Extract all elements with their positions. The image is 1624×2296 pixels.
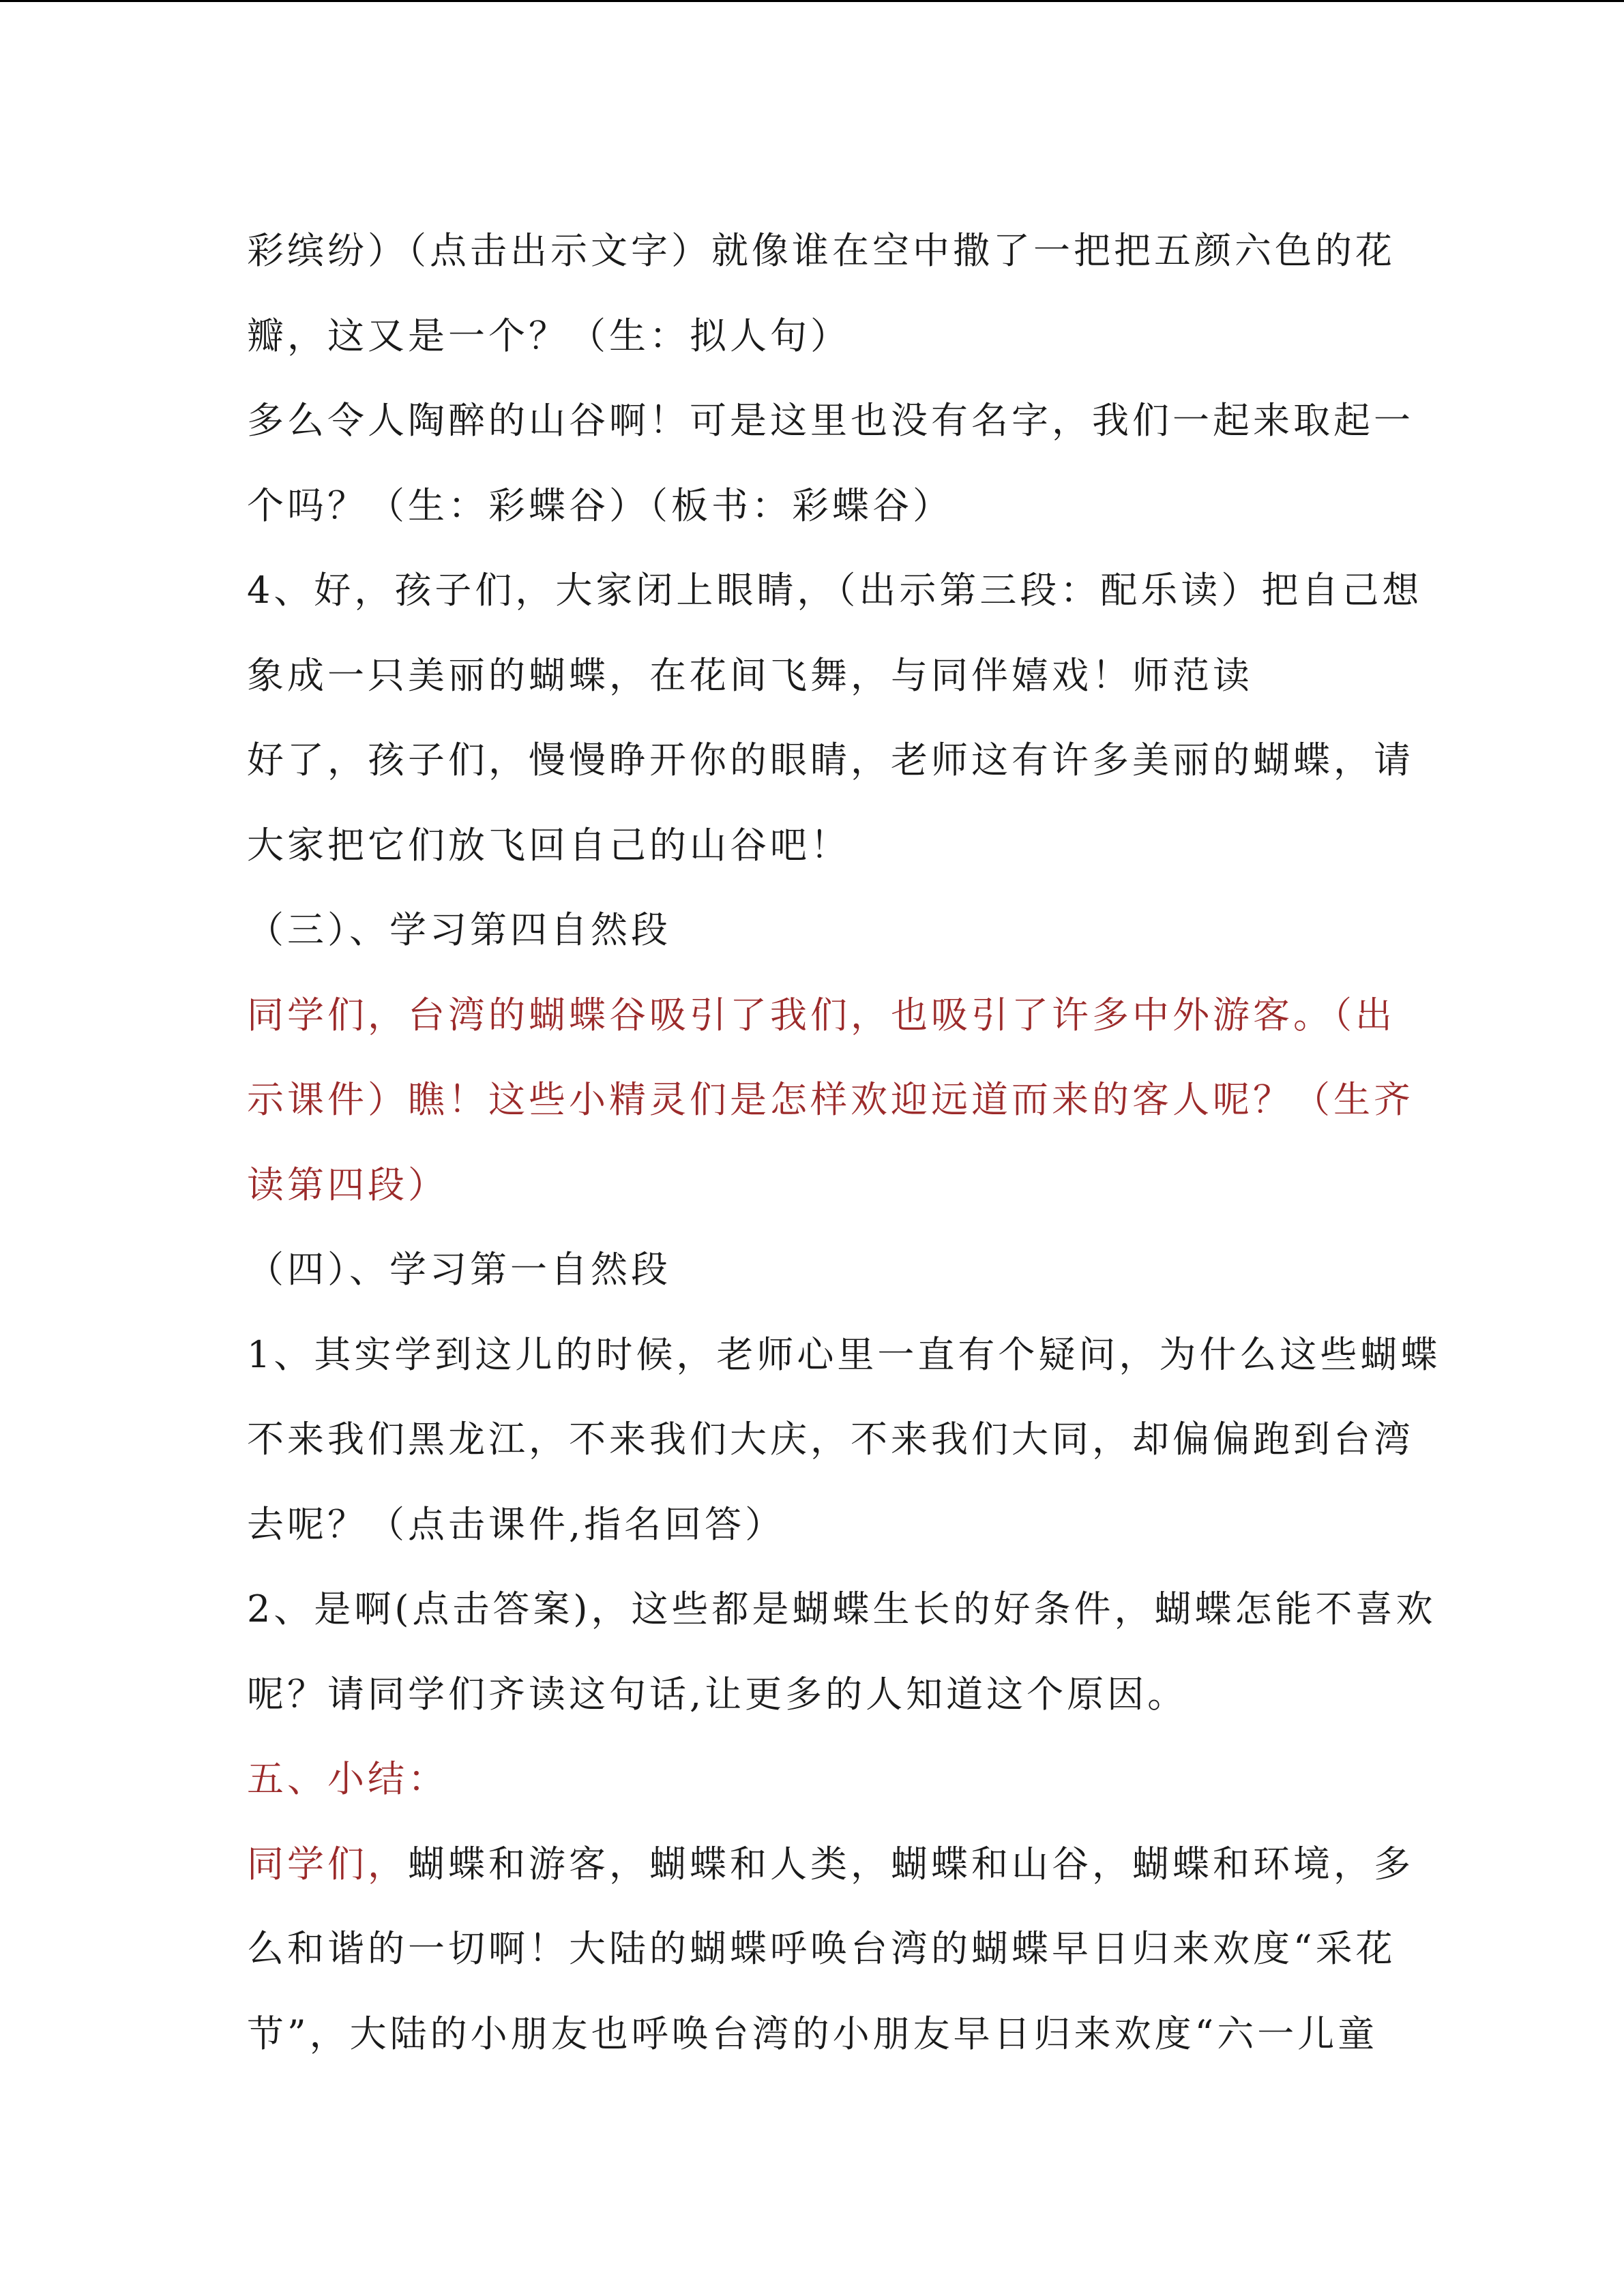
text-segment: 瓣，这又是一个？（生：拟人句） (247, 314, 851, 357)
text-line (247, 1397, 1414, 1482)
text-line (247, 294, 1379, 379)
text-segment: 么和谐的一切啊！大陆的蝴蝶呼唤台湾的蝴蝶早日归来欢度“采花 (247, 1927, 1396, 1970)
text-segment: 呢？请同学们齐读这句话,让更多的人知道这个原因。 (247, 1672, 1188, 1716)
text-segment: 好了，孩子们，慢慢睁开你的眼睛，老师这有许多美丽的蝴蝶，请 (247, 739, 1414, 781)
text-line (247, 1567, 1436, 1652)
text-line (247, 548, 1423, 633)
section-heading (247, 888, 1379, 973)
text-segment: 个吗？（生：彩蝶谷）（板书：彩蝶谷） (247, 483, 953, 527)
text-segment: 2、是啊(点击答案)，这些都是蝴蝶生长的好条件，蝴蝶怎能不喜欢 (247, 1587, 1436, 1630)
text-line (247, 378, 1414, 464)
text-segment: 1、其实学到这儿的时候，老师心里一直有个疑问，为什么这些蝴蝶 (247, 1332, 1441, 1376)
text-segment: 象成一只美丽的蝴蝶，在花间飞舞，与同伴嬉戏！师范读 (247, 653, 1253, 697)
section-heading (247, 1737, 1379, 1822)
text-segment: 多么令人陶醉的山谷啊！可是这里也没有名字，我们一起来取起一 (247, 399, 1414, 442)
text-segment: 读第四段） (247, 1163, 448, 1206)
text-line (247, 1143, 1379, 1228)
text-line (247, 1058, 1414, 1143)
text-segment: 4、好，孩子们，大家闭上眼睛，（出示第三段：配乐读）把自己想 (247, 569, 1423, 612)
text-segment: 示课件）瞧！这些小精灵们是怎样欢迎远道而来的客人呢？（生齐 (247, 1078, 1414, 1121)
text-line (247, 718, 1414, 803)
text-segment: 不来我们黑龙江，不来我们大庆，不来我们大同，却偏偏跑到台湾 (247, 1418, 1414, 1461)
text-line (247, 464, 1379, 549)
text-segment: 五、小结： (247, 1757, 448, 1800)
text-line (247, 803, 1379, 889)
text-segment: 同学们， (247, 1842, 408, 1885)
text-line (247, 1822, 1414, 1907)
text-line (247, 1652, 1379, 1738)
text-segment: 彩缤纷）（点击出示文字）就像谁在空中撒了一把把五颜六色的花 (247, 229, 1396, 272)
text-line (247, 1313, 1441, 1398)
text-line (247, 1907, 1396, 1992)
text-line (247, 1992, 1379, 2077)
text-line (247, 1482, 1379, 1568)
text-line (247, 209, 1396, 294)
text-segment: 大家把它们放飞回自己的山谷吧！ (247, 823, 851, 867)
text-line (247, 973, 1396, 1058)
text-segment: （三）、学习第四自然段 (247, 908, 671, 951)
document-body (247, 209, 1441, 2076)
text-segment: 去呢？（点击课件,指名回答） (247, 1502, 786, 1546)
text-segment: 同学们，台湾的蝴蝶谷吸引了我们，也吸引了许多中外游客。（出 (247, 993, 1396, 1037)
text-segment: 节”，大陆的小朋友也呼唤台湾的小朋友早日归来欢度“六一儿童 (247, 2012, 1378, 2055)
text-line (247, 633, 1379, 719)
text-segment: 蝴蝶和游客，蝴蝶和人类，蝴蝶和山谷，蝴蝶和环境，多 (408, 1842, 1414, 1885)
text-segment: （四）、学习第一自然段 (247, 1248, 671, 1291)
section-heading (247, 1227, 1379, 1313)
